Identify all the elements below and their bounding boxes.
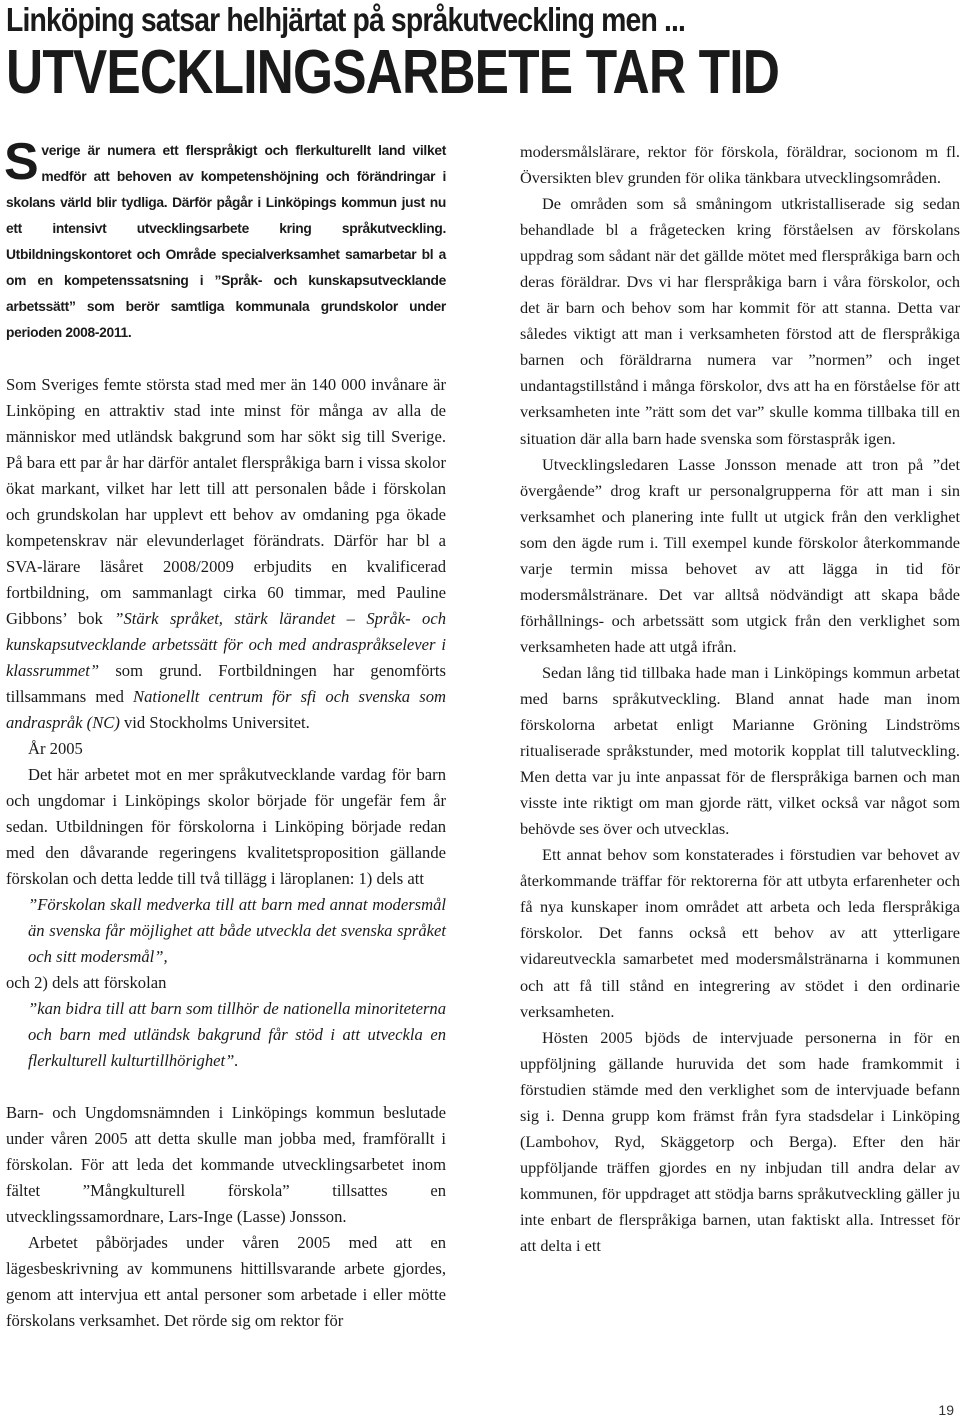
curriculum-quote: ”kan bidra till att barn som tillhör de nationella minoriteterna och barn med utländsk bakgrund får stöd i att utveckla en flerkulturell kulturtillhörighet”. xyxy=(28,999,446,1070)
body-paragraph: och 2) dels att förskolan xyxy=(6,973,167,992)
body-paragraph: Hösten 2005 bjöds de intervjuade personerna in för en uppföljning gällande huruvida det som hade framkommit i förstudien stämde med den verklighet som de intervjuade befann sig i. Denna grupp kom främst från fyra stadsdelar i Linköping (Lambohov, Ryd, Skäggetorp och Berga). Efter den här uppföljande träffen gjordes en ny inbjudan till andra delar av kommunen, för uppdraget att stödja barns språkutveckling gäller ju inte enbart de flerspråkiga barnen, utan faktiskt alla. Intresset för att delta i ett xyxy=(520,1027,960,1255)
body-paragraph xyxy=(6,372,446,736)
body-paragraph: Det här arbetet mot en mer språkutvecklande vardag för barn och ungdomar i Linköpings skolor började för ungefär fem år sedan. Utbildningen för förskolorna i Linköping började redan med den dåvarande regeringens kvalitetsproposition gällande förskolan och detta ledde till två tillägg i läroplanen: 1) dels att xyxy=(6,765,446,888)
organization-name: Nationellt centrum för sfi och svenska som andraspråk (NC) xyxy=(6,687,446,732)
body-paragraph: Sedan lång tid tillbaka hade man i Linköpings kommun arbetat med barns språkutveckling. Bland annat hade man inom förskolorna arbetat enligt Marianne Gröning Lindströms ritualiserade språkstunder, med motorik kopplat till talutveckling. Men detta var ju inte anpassat för de flerspråkiga barnen och man visste inte riktigt om man gjorde rätt, vilket också var något som behövde ses över och utvecklas. xyxy=(520,662,960,839)
article-kicker: Linköping satsar helhjärtat på språkutveckling men ... xyxy=(6,1,686,38)
curriculum-quote: ”Förskolan skall medverka till att barn med annat modersmål än svenska får möjlighet att både utveckla det svenska språket och sitt modersmål”, xyxy=(28,895,446,966)
lead-paragraph xyxy=(4,133,446,346)
body-paragraph: Arbetet påbörjades under våren 2005 med att en lägesbeskrivning av kommunens hittillsvarande arbete gjordes, genom att intervjua ett antal personer som arbetade i eller mötte förskolans verksamhet. Det rörde sig om rektor för xyxy=(6,1233,446,1330)
book-title: ”Stärk språket, stärk lärandet – Språk- och kunskapsutvecklande arbetssätt för och med andraspråkselever i klassrummet” xyxy=(6,609,446,680)
right-column xyxy=(520,139,960,1259)
body-text: Som Sveriges femte största stad med mer än 140 000 invånare är Linköping en attraktiv stad inte minst för många av alla de människor med utländsk bakgrund som har sökt sig till Sverige. På bara ett par år har därför antalet flerspråkiga barn i vissa skolor ökat markant, vilket har lett till att personalen både i förskolan och grundskolan har upplevt ett behov av omdaning pga ökade kompetenskrav när elevunderlaget förändrats. Därför har bl a SVA-lärare läsåret 2008/2009 erbjudits en kvalificerad fortbildning, om sammanlagt cirka 60 timmar, med Pauline Gibbons’ bok xyxy=(6,375,446,628)
drop-cap: S xyxy=(4,133,39,191)
page-number: 19 xyxy=(938,1402,954,1418)
body-paragraph: Ett annat behov som konstaterades i förstudien var behovet av återkommande träffar för rektorerna för att utbyta erfarenheter och få nya kunskaper inom området att arbeta och leda flerspråkiga förskolor. Det fanns också ett behov av att ytterligare vidareutveckla samarbetet med modersmålstränarna i kommunen och att få till stånd en integrering av stödet i den ordinarie verksamheten. xyxy=(520,845,960,1021)
section-heading: År 2005 xyxy=(28,739,83,758)
left-column xyxy=(4,133,446,1334)
body-paragraph: De områden som så småningom utkristalliserade sig sedan behandlade bl a frågetecken kring förståelsen av förskolans uppdrag som sådant när det gällde mötet med flerspråkiga barn och deras föräldrar. Dvs vi har flerspråkiga barn i våra förskolor, och det är barn och behov som har kommit för att stanna. Detta var således viktigt att man i verksamheten förstod att de flerspråkiga barnen och föräldrarna numera var ”normen” och inget undantagstillstånd i många förskolor, dvs att ha en förståelse för att verksamheten inte ”rätt som det var” skulle komma tillbaka till en situation där alla barn hade svenska som förstaspråk igen. xyxy=(520,194,960,448)
body-paragraph: modersmålslärare, rektor för förskola, föräldrar, socionom m fl. Översikten blev grunden för olika tänkbara utvecklingsområden. xyxy=(520,142,960,188)
body-paragraph: Utvecklingsledaren Lasse Jonsson menade att tron på ”det övergående” drog kraft ur personalgrupperna för att man i sin verksamhet och planering inte fullt ut utgick från den verklighet som den ägde rum i. Till exempel kunde förskolor återkommande varje termin missa behovet av att lägga in tid för modersmålstränare. Det var alltså nödvändigt att skapa både förhållnings- och arbetssätt som utgick från den verklighet som verksamheten hade att utgå ifrån. xyxy=(520,454,960,656)
body-text: vid Stockholms Universitet. xyxy=(119,713,310,732)
body-text: som grund. Fortbildningen har genomförts tillsammans med xyxy=(6,661,446,706)
paragraph-gap xyxy=(6,1074,446,1100)
lead-text: verige är numera ett flerspråkigt och flerkulturellt land vilket medför att behoven av kompetenshöjning och förändringar i skolans värld blir tydliga. Därför pågår i Linköpings kommun just nu ett intensivt utvecklingsarbete kring språkutveckling. Utbildningskontoret och Område specialverksamhet samarbetar bl a om en kompetenssatsning i ”Språk- och kunskapsutvecklande arbetssätt” som berör samtliga kommunala grundskolor under perioden 2008-2011. xyxy=(6,143,446,340)
article-headline: UTVECKLINGSARBETE TAR TID xyxy=(6,38,780,107)
body-paragraph: Barn- och Ungdomsnämnden i Linköpings kommun beslutade under våren 2005 att detta skulle man jobba med, framförallt i förskolan. För att leda det kommande utvecklingsarbetet inom fältet ”Mångkulturell förskola” tillsattes en utvecklingssamordnare, Lars-Inge (Lasse) Jonsson. xyxy=(6,1103,446,1226)
